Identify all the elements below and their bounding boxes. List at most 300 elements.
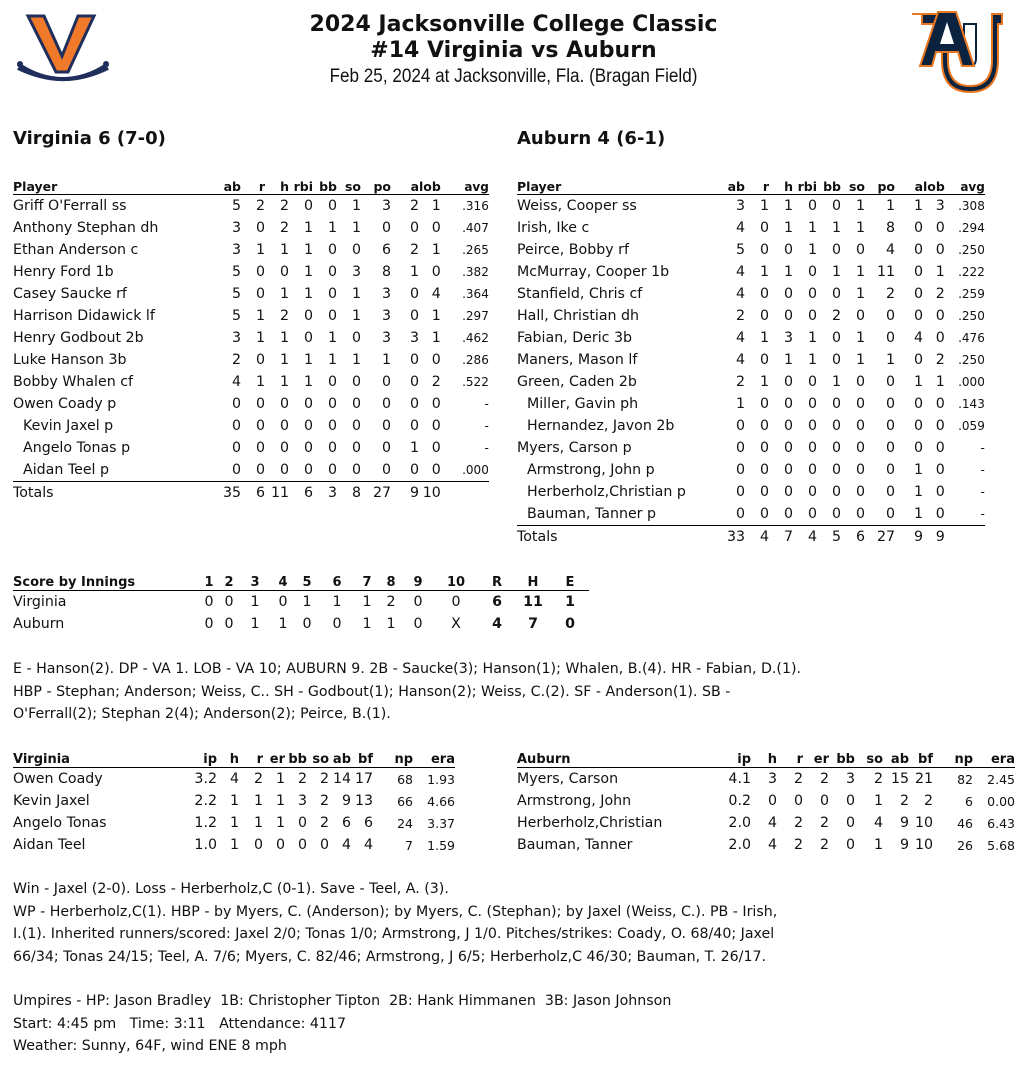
- stat-cell: .382: [462, 265, 489, 279]
- player-row: [13, 195, 489, 218]
- player-name: Armstrong, John p: [527, 462, 655, 478]
- stat-cell: 10: [914, 837, 933, 853]
- stat-cell: 1: [327, 330, 337, 346]
- stat-cell: 1: [351, 220, 361, 236]
- column-header: r: [745, 176, 769, 195]
- stat-cell: 1: [327, 352, 337, 368]
- stat-cell: 1: [913, 374, 923, 390]
- game-notes: [13, 658, 913, 726]
- stat-cell: 2: [793, 815, 803, 831]
- stat-cell: 0: [913, 220, 923, 236]
- pitcher-name: Owen Coady: [13, 771, 103, 787]
- stat-cell: 0: [855, 462, 865, 478]
- stat-cell: 0: [841, 503, 865, 526]
- stat-cell: 2: [279, 220, 289, 236]
- stat-cell: 0: [327, 286, 337, 302]
- player-name: Henry Godbout 2b: [13, 330, 144, 346]
- stat-cell: 0: [351, 330, 361, 346]
- stat-cell: 2: [793, 771, 803, 787]
- stat-cell: 1: [913, 198, 923, 214]
- stat-cell: 0: [783, 440, 793, 456]
- pitcher-name: Myers, Carson: [517, 771, 619, 787]
- stat-cell: 0: [255, 440, 265, 456]
- inning-header: 7: [355, 572, 379, 591]
- pitcher-row: [13, 768, 455, 791]
- column-header: era: [973, 750, 1015, 768]
- stat-cell: 2: [735, 308, 745, 324]
- column-header: lob: [419, 176, 441, 195]
- column-header: Virginia: [13, 750, 185, 768]
- column-header: Auburn: [517, 750, 709, 768]
- stat-cell: 0: [831, 462, 841, 478]
- stat-cell: 1: [935, 264, 945, 280]
- stat-cell: 1: [759, 264, 769, 280]
- player-row: [13, 459, 489, 482]
- stat-cell: 24: [397, 815, 413, 831]
- stat-cell: 0: [935, 484, 945, 500]
- stat-cell: .297: [462, 309, 489, 323]
- player-name: Bobby Whalen cf: [13, 374, 134, 390]
- stat-cell: 1: [351, 198, 361, 214]
- stat-cell: -: [484, 397, 489, 411]
- rhe-header: R: [479, 572, 515, 591]
- stat-cell: -: [484, 441, 489, 455]
- rhe-header: E: [551, 572, 589, 591]
- stat-cell: -: [484, 419, 489, 433]
- stat-cell: 0: [409, 396, 419, 412]
- stat-cell: 4: [735, 286, 745, 302]
- stat-cell: 2.0: [728, 815, 751, 831]
- stat-cell: 1: [279, 242, 289, 258]
- pitcher-row: [517, 768, 1015, 791]
- stat-cell: 1: [831, 220, 841, 236]
- home-pitching-table: [517, 750, 1015, 856]
- totals-row: [517, 526, 985, 549]
- player-name: Casey Saucke rf: [13, 286, 127, 302]
- stat-cell: 0: [319, 837, 329, 853]
- stat-cell: 0: [297, 837, 307, 853]
- stat-cell: 0: [855, 242, 865, 258]
- stat-cell: 1: [255, 330, 265, 346]
- stat-cell: 1.0: [194, 837, 217, 853]
- stat-cell: 0: [381, 440, 391, 456]
- stat-cell: .364: [462, 287, 489, 301]
- stat-cell: 0: [935, 440, 945, 456]
- totals-label: Totals: [517, 529, 558, 545]
- pitching-header: [13, 750, 455, 768]
- stat-cell: 0: [913, 418, 923, 434]
- stat-cell: 0: [759, 308, 769, 324]
- rhe-value: 4: [492, 616, 502, 632]
- column-header: so: [307, 750, 329, 768]
- stat-cell: 1: [431, 242, 441, 258]
- stat-cell: 0: [231, 418, 241, 434]
- stat-cell: 1: [229, 793, 239, 809]
- stat-cell: 1: [279, 352, 289, 368]
- totals-cell: 3: [327, 485, 337, 501]
- player-row: [517, 349, 985, 371]
- player-row: [517, 195, 985, 218]
- stat-cell: 4: [363, 837, 373, 853]
- stat-cell: 0: [913, 286, 923, 302]
- stat-cell: 0: [431, 396, 441, 412]
- stat-cell: 0: [351, 242, 361, 258]
- stat-cell: 46: [957, 815, 973, 831]
- player-row: [517, 393, 985, 415]
- player-name: Herberholz,Christian p: [527, 484, 686, 500]
- stat-cell: 0: [793, 503, 817, 526]
- stat-cell: 0: [213, 459, 241, 482]
- stat-cell: 0: [935, 418, 945, 434]
- player-name: Bauman, Tanner p: [517, 503, 717, 526]
- stat-cell: 0: [783, 308, 793, 324]
- stat-cell: 4: [735, 220, 745, 236]
- stat-cell: 3: [845, 771, 855, 787]
- stat-cell: 1.93: [427, 771, 455, 787]
- stat-cell: 1: [873, 793, 883, 809]
- player-row: [517, 371, 985, 393]
- stat-cell: 1: [855, 330, 865, 346]
- inning-score: 1: [302, 594, 312, 610]
- stat-cell: 0: [913, 352, 923, 368]
- stat-cell: 2: [319, 771, 329, 787]
- stat-cell: 0: [255, 286, 265, 302]
- inning-header: 9: [403, 572, 433, 591]
- player-name: McMurray, Cooper 1b: [517, 264, 670, 280]
- totals-row: [13, 482, 489, 505]
- stat-cell: .059: [958, 419, 985, 433]
- player-name: Myers, Carson p: [517, 440, 632, 456]
- player-row: [517, 503, 985, 526]
- stat-cell: 0: [431, 418, 441, 434]
- stat-cell: 0: [885, 440, 895, 456]
- player-row: [13, 217, 489, 239]
- column-header: ip: [185, 750, 217, 768]
- column-header: ab: [717, 176, 745, 195]
- player-row: [13, 305, 489, 327]
- stat-cell: .250: [958, 243, 985, 257]
- start-time-attendance: Start: 4:45 pm Time: 3:11 Attendance: 4117: [13, 1015, 346, 1032]
- stat-cell: 1: [303, 242, 313, 258]
- stat-cell: 1: [873, 837, 883, 853]
- weather-line: Weather: Sunny, 64F, wind ENE 8 mph: [13, 1038, 287, 1054]
- stat-cell: 1: [913, 484, 923, 500]
- stat-cell: 0: [351, 396, 361, 412]
- stat-cell: 0: [807, 462, 817, 478]
- game-title: 2024 Jacksonville College Classic: [309, 12, 718, 37]
- inning-score: 1: [362, 616, 372, 632]
- stat-cell: 3: [297, 793, 307, 809]
- stat-cell: 0: [885, 396, 895, 412]
- stat-cell: 13: [354, 793, 373, 809]
- player-row: [517, 261, 985, 283]
- stat-cell: .000: [441, 459, 489, 482]
- stat-cell: 0: [807, 198, 817, 214]
- column-header: po: [361, 176, 391, 195]
- stat-cell: 2: [935, 352, 945, 368]
- player-name: Miller, Gavin ph: [527, 396, 639, 412]
- player-name: Hernandez, Javon 2b: [527, 418, 675, 434]
- stat-cell: -: [980, 463, 985, 477]
- stat-cell: 0: [845, 793, 855, 809]
- stat-cell: 0: [783, 286, 793, 302]
- stat-cell: 6: [341, 815, 351, 831]
- player-row: [13, 327, 489, 349]
- player-row: [517, 217, 985, 239]
- stat-cell: 1: [303, 374, 313, 390]
- stat-cell: 1: [409, 440, 419, 456]
- totals-cell: 8: [351, 485, 361, 501]
- stat-cell: 0: [255, 352, 265, 368]
- stat-cell: 0: [831, 418, 841, 434]
- player-row: [517, 459, 985, 481]
- stat-cell: 0: [885, 418, 895, 434]
- stat-cell: 14: [332, 771, 351, 787]
- stat-cell: 3: [231, 220, 241, 236]
- stat-cell: 1: [735, 396, 745, 412]
- player-row: [517, 415, 985, 437]
- stat-cell: 66: [397, 793, 413, 809]
- stat-cell: 0: [807, 418, 817, 434]
- stat-cell: 1: [255, 308, 265, 324]
- stat-cell: 1: [783, 220, 793, 236]
- totals-cell: 10: [422, 485, 441, 501]
- rhe-value: 6: [492, 594, 502, 610]
- player-row: [13, 437, 489, 459]
- stat-cell: 0: [275, 837, 285, 853]
- rhe-value: 11: [523, 594, 543, 610]
- stat-cell: 2.45: [987, 771, 1015, 787]
- stat-cell: 9: [341, 793, 351, 809]
- stat-cell: 1: [279, 330, 289, 346]
- stat-cell: 2: [319, 815, 329, 831]
- home-batting-table: [517, 176, 985, 548]
- stat-cell: 0: [885, 484, 895, 500]
- stat-cell: 2: [819, 837, 829, 853]
- stat-cell: 0: [431, 352, 441, 368]
- inning-score: 1: [332, 594, 342, 610]
- totals-cell: 33: [726, 529, 745, 545]
- stat-cell: 0: [381, 374, 391, 390]
- stat-cell: 0: [289, 459, 313, 482]
- stat-cell: 0: [935, 462, 945, 478]
- player-name: Hall, Christian dh: [517, 308, 640, 324]
- stat-cell: .265: [462, 243, 489, 257]
- stat-cell: 4: [767, 815, 777, 831]
- player-name: Henry Ford 1b: [13, 264, 114, 280]
- stat-cell: 1: [351, 286, 361, 302]
- stat-cell: 1: [275, 793, 285, 809]
- stat-cell: 1: [783, 352, 793, 368]
- player-row: [517, 481, 985, 503]
- stat-cell: 0: [255, 418, 265, 434]
- stat-cell: 0: [381, 396, 391, 412]
- stat-cell: 0: [303, 396, 313, 412]
- stat-cell: 0: [327, 418, 337, 434]
- stat-cell: 4: [767, 837, 777, 853]
- stat-cell: 1: [255, 374, 265, 390]
- header-row: [517, 176, 985, 195]
- stat-cell: 5: [735, 242, 745, 258]
- stat-cell: 0: [831, 286, 841, 302]
- column-header: bb: [285, 750, 307, 768]
- stat-cell: 1: [783, 264, 793, 280]
- stat-cell: 3.2: [194, 771, 217, 787]
- stat-cell: 4: [229, 771, 239, 787]
- stat-cell: 0: [279, 396, 289, 412]
- column-header: bf: [909, 750, 933, 768]
- stat-cell: 2.2: [194, 793, 217, 809]
- stat-cell: 0: [831, 484, 841, 500]
- stat-cell: 1: [351, 352, 361, 368]
- stat-cell: 0: [297, 815, 307, 831]
- notes-line: HBP - Stephan; Anderson; Weiss, C.. SH - Godbout(1); Hanson(2); Weiss, C.(2). SF - Anderson(1). SB -: [13, 683, 731, 700]
- column-header: er: [263, 750, 285, 768]
- stat-cell: 3: [381, 198, 391, 214]
- stat-cell: 0: [885, 462, 895, 478]
- stat-cell: 4: [341, 837, 351, 853]
- linescore-row: [13, 613, 589, 635]
- stat-cell: 1: [303, 264, 313, 280]
- stat-cell: 4: [735, 352, 745, 368]
- stat-cell: 0: [361, 459, 391, 482]
- linescore-team: Virginia: [13, 594, 67, 610]
- pitcher-name: Armstrong, John: [517, 793, 632, 809]
- stat-cell: 0: [783, 418, 793, 434]
- stat-cell: 26: [957, 837, 973, 853]
- stat-cell: .294: [958, 221, 985, 235]
- stat-cell: 3: [231, 330, 241, 346]
- stat-cell: 4.66: [427, 793, 455, 809]
- stat-cell: 1: [275, 815, 285, 831]
- stat-cell: 0: [327, 308, 337, 324]
- totals-label: Totals: [13, 485, 54, 501]
- stat-cell: 0: [759, 396, 769, 412]
- stat-cell: 1: [935, 374, 945, 390]
- column-header: so: [855, 750, 883, 768]
- stat-cell: 0: [255, 396, 265, 412]
- stat-cell: 0: [831, 330, 841, 346]
- column-header: rbi: [289, 176, 313, 195]
- stat-cell: 0: [831, 198, 841, 214]
- pitcher-name: Angelo Tonas: [13, 815, 107, 831]
- column-header: ab: [883, 750, 909, 768]
- away-team-title: Virginia 6 (7-0): [13, 128, 166, 149]
- stat-cell: 2.0: [728, 837, 751, 853]
- stat-cell: 3: [767, 771, 777, 787]
- stat-cell: 0: [327, 396, 337, 412]
- stat-cell: 1: [229, 837, 239, 853]
- stat-cell: 3: [935, 198, 945, 214]
- stat-cell: 1: [253, 815, 263, 831]
- stat-cell: 0: [759, 242, 769, 258]
- stat-cell: 17: [354, 771, 373, 787]
- stat-cell: 2: [253, 771, 263, 787]
- totals-cell: 4: [759, 529, 769, 545]
- stat-cell: 0: [817, 503, 841, 526]
- stat-cell: 68: [397, 771, 413, 787]
- stat-cell: 0: [759, 462, 769, 478]
- stat-cell: 0: [735, 418, 745, 434]
- inning-score: 0: [413, 616, 423, 632]
- stat-cell: 1: [783, 198, 793, 214]
- pitching-header: [517, 750, 1015, 768]
- player-row: [517, 305, 985, 327]
- stat-cell: 0: [303, 330, 313, 346]
- stat-cell: 1: [759, 198, 769, 214]
- stat-cell: 0: [807, 308, 817, 324]
- totals-cell: 4: [807, 529, 817, 545]
- inning-header: 8: [379, 572, 403, 591]
- stat-cell: 1: [303, 352, 313, 368]
- stat-cell: 0: [327, 264, 337, 280]
- stat-cell: 0: [855, 374, 865, 390]
- column-header: avg: [441, 176, 489, 195]
- stat-cell: 2: [279, 198, 289, 214]
- stat-cell: 0: [409, 220, 419, 236]
- stat-cell: 1: [913, 462, 923, 478]
- stat-cell: 1: [431, 198, 441, 214]
- stat-cell: 0: [935, 308, 945, 324]
- notes-line: WP - Herberholz,C(1). HBP - by Myers, C. (Anderson); by Myers, C. (Stephan); by Jaxel (Weiss, C.). PB - Irish,: [13, 903, 778, 920]
- stat-cell: 0: [831, 352, 841, 368]
- stat-cell: 0: [807, 264, 817, 280]
- stat-cell: 0: [783, 374, 793, 390]
- inning-score: 0: [204, 594, 214, 610]
- inning-header: 3: [239, 572, 271, 591]
- stat-cell: .143: [958, 397, 985, 411]
- inning-score: 0: [224, 594, 234, 610]
- stat-cell: 2: [935, 286, 945, 302]
- stat-cell: 0: [759, 484, 769, 500]
- stat-cell: 0: [327, 440, 337, 456]
- stat-cell: 0: [255, 220, 265, 236]
- player-row: [517, 327, 985, 349]
- linescore-table: [13, 572, 589, 635]
- stat-cell: 1.59: [427, 837, 455, 853]
- stat-cell: 0: [767, 793, 777, 809]
- stat-cell: 0: [253, 837, 263, 853]
- header-row: [13, 176, 489, 195]
- notes-line: I.(1). Inherited runners/scored: Jaxel 2/0; Tonas 1/0; Armstrong, J 1/0. Pitches/strikes: Coady, O. 68/40; Jaxel: [13, 926, 775, 942]
- column-header: h: [751, 750, 777, 768]
- stat-cell: .286: [462, 353, 489, 367]
- stat-cell: 0: [409, 418, 419, 434]
- totals-cell: 6: [303, 485, 313, 501]
- linescore-header: [13, 572, 589, 591]
- stat-cell: 2: [319, 793, 329, 809]
- pitcher-name: Aidan Teel: [13, 837, 86, 853]
- stat-cell: .000: [958, 375, 985, 389]
- inning-score: 1: [250, 616, 260, 632]
- player-name: Aidan Teel p: [13, 459, 213, 482]
- stat-cell: 1: [275, 771, 285, 787]
- player-name: Anthony Stephan dh: [13, 220, 159, 236]
- pitcher-name: Herberholz,Christian: [517, 815, 663, 831]
- inning-score: 1: [362, 594, 372, 610]
- player-name: Green, Caden 2b: [517, 374, 637, 390]
- stat-cell: 0: [303, 418, 313, 434]
- stat-cell: 0: [819, 793, 829, 809]
- stat-cell: 0: [807, 286, 817, 302]
- rhe-value: 7: [528, 616, 538, 632]
- stat-cell: 2: [819, 771, 829, 787]
- stat-cell: 11: [876, 264, 895, 280]
- linescore-team: Auburn: [13, 616, 65, 632]
- stat-cell: 1: [855, 198, 865, 214]
- stat-cell: 3: [231, 242, 241, 258]
- stat-cell: .462: [462, 331, 489, 345]
